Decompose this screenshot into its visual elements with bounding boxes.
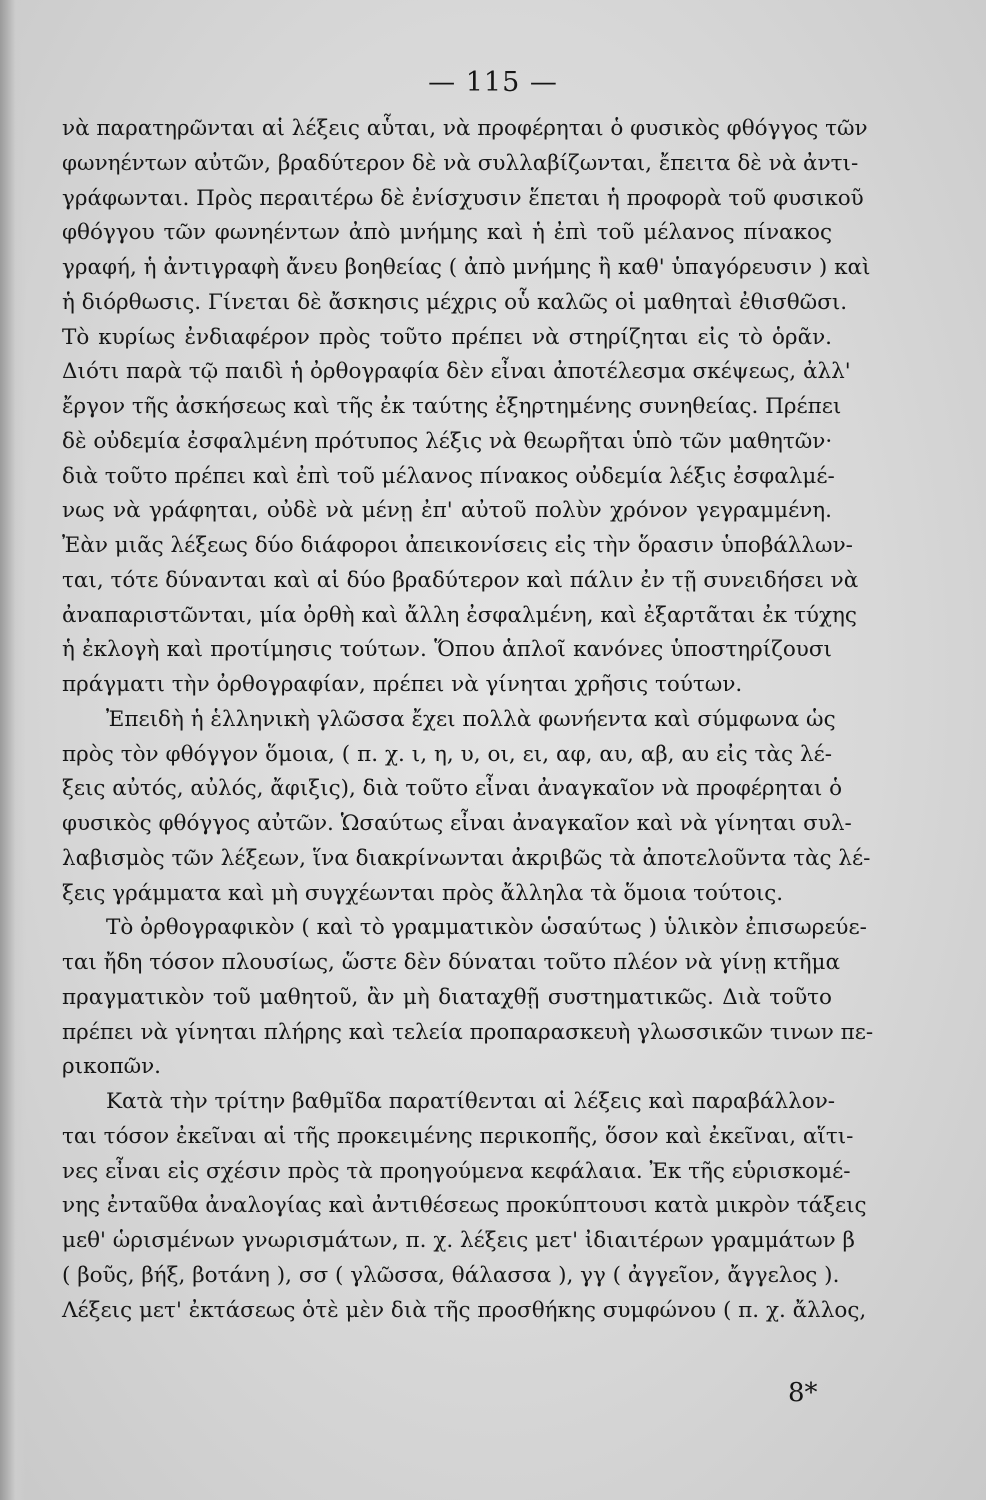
binding-shadow <box>0 0 26 1500</box>
paragraph-start-line: Κατὰ τὴν τρίτην βαθμῖδα παρατίθενται αἱ λέξεις καὶ παραβάλλον- <box>106 1089 836 1114</box>
text-line: ἡ διόρθωσις. Γίνεται δὲ ἄσκησις μέχρις οὗ καλῶς οἱ μαθηταὶ ἐθισθῶσι. <box>62 289 848 315</box>
printer-signature-mark: 8* <box>788 1378 818 1408</box>
page-number: — 115 — <box>428 67 558 98</box>
text-line: πραγματικὸν τοῦ μαθητοῦ, ἂν μὴ διαταχθῇ συστηματικῶς. Διὰ τοῦτο <box>62 984 832 1010</box>
text-line: Διότι παρὰ τῷ παιδὶ ἡ ὀρθογραφία δὲν εἶναι ἀποτέλεσμα σκέψεως, ἀλλ' <box>62 359 851 385</box>
text-line: πρέπει νὰ γίνηται πλήρης καὶ τελεία προπαρασκευὴ γλωσσικῶν τινων πε- <box>62 1019 874 1045</box>
text-line: ἔργον τῆς ἀσκήσεως καὶ τῆς ἐκ ταύτης ἐξηρτημένης συνηθείας. Πρέπει <box>62 394 842 419</box>
text-line: ξεις γράμματα καὶ μὴ συγχέωνται πρὸς ἄλληλα τὰ ὅμοια τούτοις. <box>62 880 784 906</box>
text-line: πράγματι τὴν ὀρθογραφίαν, πρέπει νὰ γίνηται χρῆσις τούτων. <box>62 672 743 697</box>
text-line: ται, τότε δύνανται καὶ αἱ δύο βραδύτερον καὶ πάλιν ἐν τῇ συνειδήσει νὰ <box>62 567 859 593</box>
text-line: νης ἐνταῦθα ἀναλογίας καὶ ἀντιθέσεως προκύπτουσι κατὰ μικρὸν τάξεις <box>62 1193 867 1219</box>
text-line: φωνηέντων αὐτῶν, βραδύτερον δὲ νὰ συλλαβίζωνται, ἔπειτα δὲ νὰ ἀντι- <box>62 150 859 176</box>
text-line: γραφή, ἡ ἀντιγραφὴ ἄνευ βοηθείας ( ἀπὸ μνήμης ἢ καθ' ὑπαγόρευσιν ) καὶ <box>62 255 871 280</box>
text-line: πρὸς τὸν φθόγγον ὅμοια, ( π. χ. ι, η, υ, οι, ει, αφ, αυ, αβ, αυ εἰς τὰς λέ- <box>62 741 832 767</box>
text-line: νως νὰ γράφηται, οὐδὲ νὰ μένῃ ἐπ' αὐτοῦ πολὺν χρόνον γεγραμμένη. <box>62 498 832 524</box>
text-line: φυσικὸς φθόγγος αὐτῶν. Ὡσαύτως εἶναι ἀναγκαῖον καὶ νὰ γίνηται συλ- <box>62 811 852 836</box>
paragraph-start-line: Τὸ ὀρθογραφικὸν ( καὶ τὸ γραμματικὸν ὡσαύτως ) ὑλικὸν ἐπισωρεύε- <box>106 915 867 941</box>
text-line: δὲ οὐδεμία ἐσφαλμένη πρότυπος λέξις νὰ θεωρῆται ὑπὸ τῶν μαθητῶν· <box>62 428 833 454</box>
text-line: ξεις αὐτός, αὐλός, ἄφιξις), διὰ τοῦτο εἶναι ἀναγκαῖον νὰ προφέρηται ὁ <box>62 776 843 802</box>
text-line: ρικοπῶν. <box>62 1054 162 1080</box>
text-line: Τὸ κυρίως ἐνδιαφέρον πρὸς τοῦτο πρέπει νὰ στηρίζηται εἰς τὸ ὁρᾶν. <box>62 324 832 350</box>
text-line: νὰ παρατηρῶνται αἱ λέξεις αὗται, νὰ προφέρηται ὁ φυσικὸς φθόγγος τῶν <box>62 116 868 141</box>
paragraph-start-line: Ἐπειδὴ ἡ ἑλληνικὴ γλῶσσα ἔχει πολλὰ φωνήεντα καὶ σύμφωνα ὡς <box>106 706 836 732</box>
text-line: ἀναπαριστῶνται, μία ὀρθὴ καὶ ἄλλη ἐσφαλμένη, καὶ ἐξαρτᾶται ἐκ τύχης <box>62 602 857 628</box>
text-line: διὰ τοῦτο πρέπει καὶ ἐπὶ τοῦ μέλανος πίνακος οὐδεμία λέξις ἐσφαλμέ- <box>62 463 835 489</box>
text-line: νες εἶναι εἰς σχέσιν πρὸς τὰ προηγούμενα κεφάλαια. Ἐκ τῆς εὑρισκομέ- <box>62 1158 851 1184</box>
text-line: γράφωνται. Πρὸς περαιτέρω δὲ ἐνίσχυσιν ἕπεται ἡ προφορὰ τοῦ φυσικοῦ <box>62 185 864 211</box>
text-line: ται ἤδη τόσον πλουσίως, ὥστε δὲν δύναται τοῦτο πλέον νὰ γίνῃ κτῆμα <box>62 950 840 975</box>
text-line: ται τόσον ἐκεῖναι αἱ τῆς προκειμένης περικοπῆς, ὅσον καὶ ἐκεῖναι, αἵτι- <box>62 1123 854 1149</box>
text-line: ( βοῦς, βήξ, βοτάνη ), σσ ( γλῶσσα, θάλασσα ), γγ ( ἀγγεῖον, ἄγγελος ). <box>62 1262 840 1288</box>
body-text <box>62 112 874 1328</box>
text-line: Ἐὰν μιᾶς λέξεως δύο διάφοροι ἀπεικονίσεις εἰς τὴν ὅρασιν ὑποβάλλων- <box>62 533 853 558</box>
text-line: μεθ' ὡρισμένων γνωρισμάτων, π. χ. λέξεις μετ' ἰδιαιτέρων γραμμάτων β <box>62 1228 855 1253</box>
text-line: λαβισμὸς τῶν λέξεων, ἵνα διακρίνωνται ἀκριβῶς τὰ ἀποτελοῦντα τὰς λέ- <box>62 845 871 871</box>
text-line: ἡ ἐκλογὴ καὶ προτίμησις τούτων. Ὅπου ἁπλοῖ κανόνες ὑποστηρίζουσι <box>62 637 832 663</box>
text-line: φθόγγου τῶν φωνηέντων ἀπὸ μνήμης καὶ ἡ ἐπὶ τοῦ μέλανος πίνακος <box>62 220 832 246</box>
text-line: Λέξεις μετ' ἐκτάσεως ὁτὲ μὲν διὰ τῆς προσθήκης συμφώνου ( π. χ. ἄλλος, <box>62 1297 867 1323</box>
